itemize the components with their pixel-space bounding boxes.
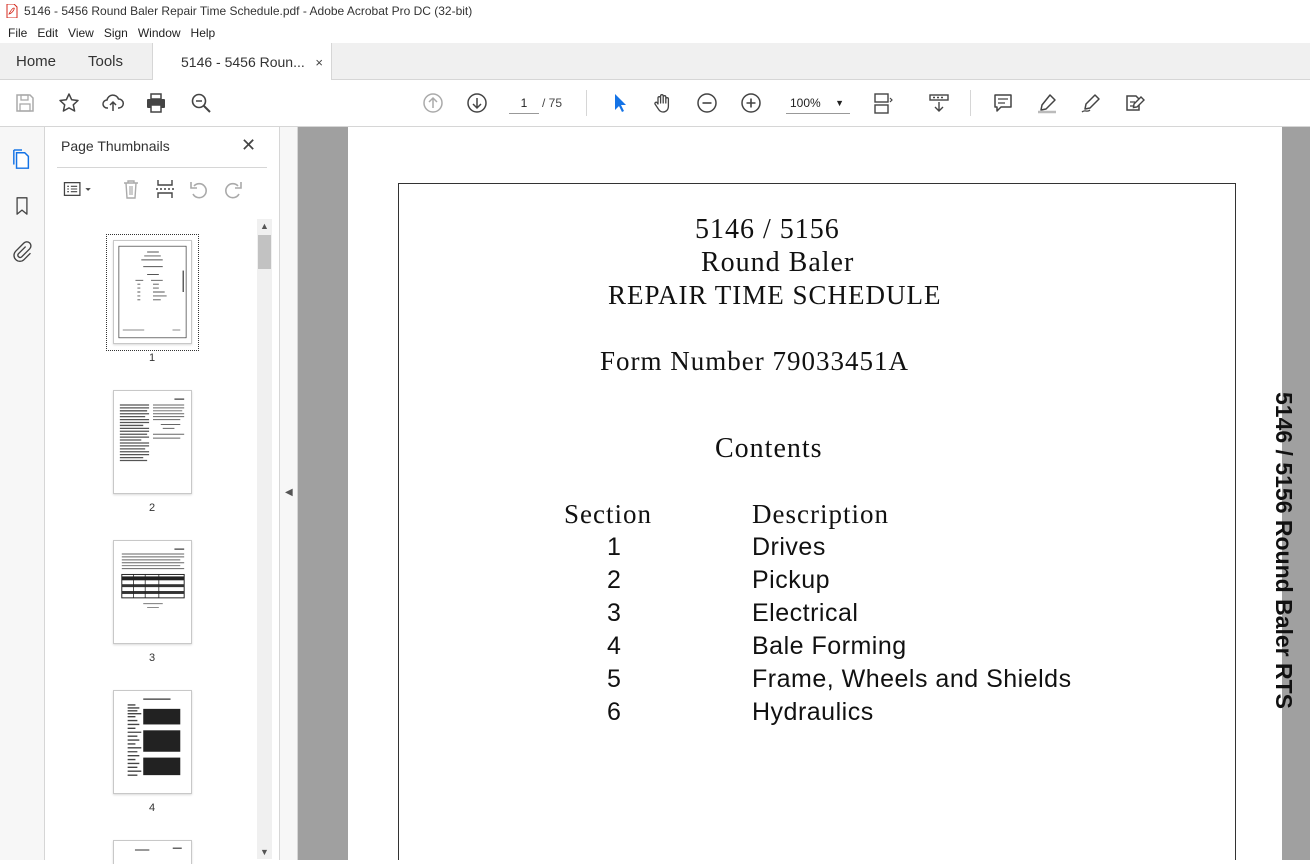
page-thumbnails-icon[interactable] — [11, 148, 33, 172]
scroll-down-icon[interactable]: ▼ — [260, 847, 269, 857]
chevron-down-icon: ▼ — [835, 98, 844, 108]
zoom-search-icon[interactable] — [188, 90, 214, 116]
doc-row-section: 3 — [607, 599, 622, 627]
panel-toolbar — [45, 175, 280, 203]
panel-collapse-handle[interactable] — [280, 127, 298, 860]
thumbnails-scrollbar[interactable] — [257, 219, 272, 859]
tab-document-label: 5146 - 5456 Roun... — [181, 54, 305, 70]
scroll-mode-icon[interactable] — [926, 90, 952, 116]
rotate-ccw-icon[interactable] — [187, 177, 211, 201]
page-total: / 75 — [542, 96, 563, 110]
menu-help[interactable]: Help — [190, 25, 216, 40]
doc-row-section: 2 — [607, 566, 622, 594]
thumbnail-page-number: 4 — [148, 802, 156, 814]
save-icon[interactable] — [12, 90, 38, 116]
doc-row-description: Pickup — [752, 566, 831, 594]
title-bar — [0, 0, 1310, 22]
tab-bar — [0, 43, 1310, 80]
tab-tools[interactable]: Tools — [88, 53, 124, 70]
doc-product-name: Round Baler — [701, 247, 855, 278]
page-thumbnail-1[interactable] — [113, 240, 192, 344]
delete-icon[interactable] — [119, 177, 143, 201]
upload-icon[interactable] — [100, 90, 126, 116]
menu-window[interactable]: Window — [137, 25, 181, 40]
tab-home[interactable]: Home — [16, 53, 57, 70]
fill-sign-icon[interactable] — [1122, 90, 1148, 116]
close-icon[interactable]: ✕ — [241, 135, 257, 155]
hand-icon[interactable] — [650, 90, 676, 116]
page-thumbnail-2[interactable] — [113, 390, 192, 494]
thumbnail-page-preview — [114, 691, 191, 793]
acrobat-app-icon — [6, 4, 18, 18]
thumbnail-page-preview — [114, 841, 191, 859]
page-thumbnail-4[interactable] — [113, 690, 192, 794]
page-thumbnail-5[interactable] — [113, 840, 192, 864]
options-menu-icon[interactable] — [61, 177, 97, 201]
toolbar-divider — [970, 90, 971, 116]
prev-page-icon[interactable] — [420, 90, 446, 116]
select-cursor-icon[interactable] — [606, 90, 632, 116]
page-fit-icon[interactable] — [870, 90, 896, 116]
toolbar-divider — [586, 90, 587, 116]
highlight-icon[interactable] — [1034, 90, 1060, 116]
comment-icon[interactable] — [990, 90, 1016, 116]
doc-form-number: Form Number 79033451A — [600, 346, 909, 376]
doc-row-description: Drives — [752, 533, 826, 561]
print-icon[interactable] — [143, 90, 169, 116]
menu-file[interactable]: File — [8, 25, 28, 40]
next-page-icon[interactable] — [464, 90, 490, 116]
zoom-level-value: 100% — [790, 96, 821, 110]
attachment-icon[interactable] — [11, 240, 33, 264]
zoom-level-select[interactable] — [786, 92, 850, 114]
pdf-page — [348, 127, 1297, 860]
menu-sign[interactable]: Sign — [103, 25, 128, 40]
thumbnail-page-number: 1 — [148, 352, 156, 364]
scrollbar-thumb[interactable] — [258, 235, 271, 269]
menu-view[interactable]: View — [68, 25, 94, 40]
doc-row-description: Electrical — [752, 599, 859, 627]
doc-model-numbers: 5146 / 5156 — [695, 214, 840, 245]
star-icon[interactable] — [56, 90, 82, 116]
thumbnail-page-number: 2 — [148, 502, 156, 514]
panel-divider — [57, 167, 267, 168]
page-thumbnail-3[interactable] — [113, 540, 192, 644]
doc-row-section: 1 — [607, 533, 622, 561]
tab-close-icon[interactable]: × — [315, 54, 323, 70]
thumbnail-page-preview — [114, 241, 191, 343]
panel-title: Page Thumbnails — [61, 138, 170, 154]
page-thumbnails-panel — [45, 127, 280, 860]
doc-schedule-title: REPAIR TIME SCHEDULE — [608, 280, 942, 310]
collapse-left-icon: ◀ — [285, 487, 293, 498]
insert-page-icon[interactable] — [153, 177, 177, 201]
doc-row-description: Frame, Wheels and Shields — [752, 665, 1072, 693]
menu-bar — [0, 22, 1310, 43]
toolbar — [0, 80, 1310, 127]
menu-edit[interactable]: Edit — [37, 25, 59, 40]
page-number-input[interactable]: 1 — [509, 92, 539, 114]
sign-icon[interactable] — [1078, 90, 1104, 116]
tab-document[interactable] — [152, 43, 332, 81]
doc-contents-heading: Contents — [715, 433, 823, 464]
thumbnail-page-preview — [114, 541, 191, 643]
doc-description-header: Description — [752, 499, 889, 529]
zoom-out-icon[interactable] — [694, 90, 720, 116]
bookmark-icon[interactable] — [11, 194, 33, 218]
zoom-in-icon[interactable] — [738, 90, 764, 116]
doc-row-section: 6 — [607, 698, 622, 726]
scroll-up-icon[interactable]: ▲ — [260, 221, 269, 231]
document-viewport[interactable] — [298, 127, 1310, 860]
rotate-cw-icon[interactable] — [221, 177, 245, 201]
window-title: 5146 - 5456 Round Baler Repair Time Schedule.pdf - Adobe Acrobat Pro DC (32-bit) — [24, 4, 473, 18]
doc-side-title: 5146 / 5156 Round Baler RTS — [1271, 392, 1297, 710]
doc-section-header: Section — [564, 499, 652, 529]
thumbnail-page-number: 3 — [148, 652, 156, 664]
doc-row-description: Hydraulics — [752, 698, 874, 726]
doc-row-section: 5 — [607, 665, 622, 693]
navigation-rail — [0, 127, 45, 860]
doc-row-description: Bale Forming — [752, 632, 907, 660]
thumbnail-page-preview — [114, 391, 191, 493]
doc-row-section: 4 — [607, 632, 622, 660]
